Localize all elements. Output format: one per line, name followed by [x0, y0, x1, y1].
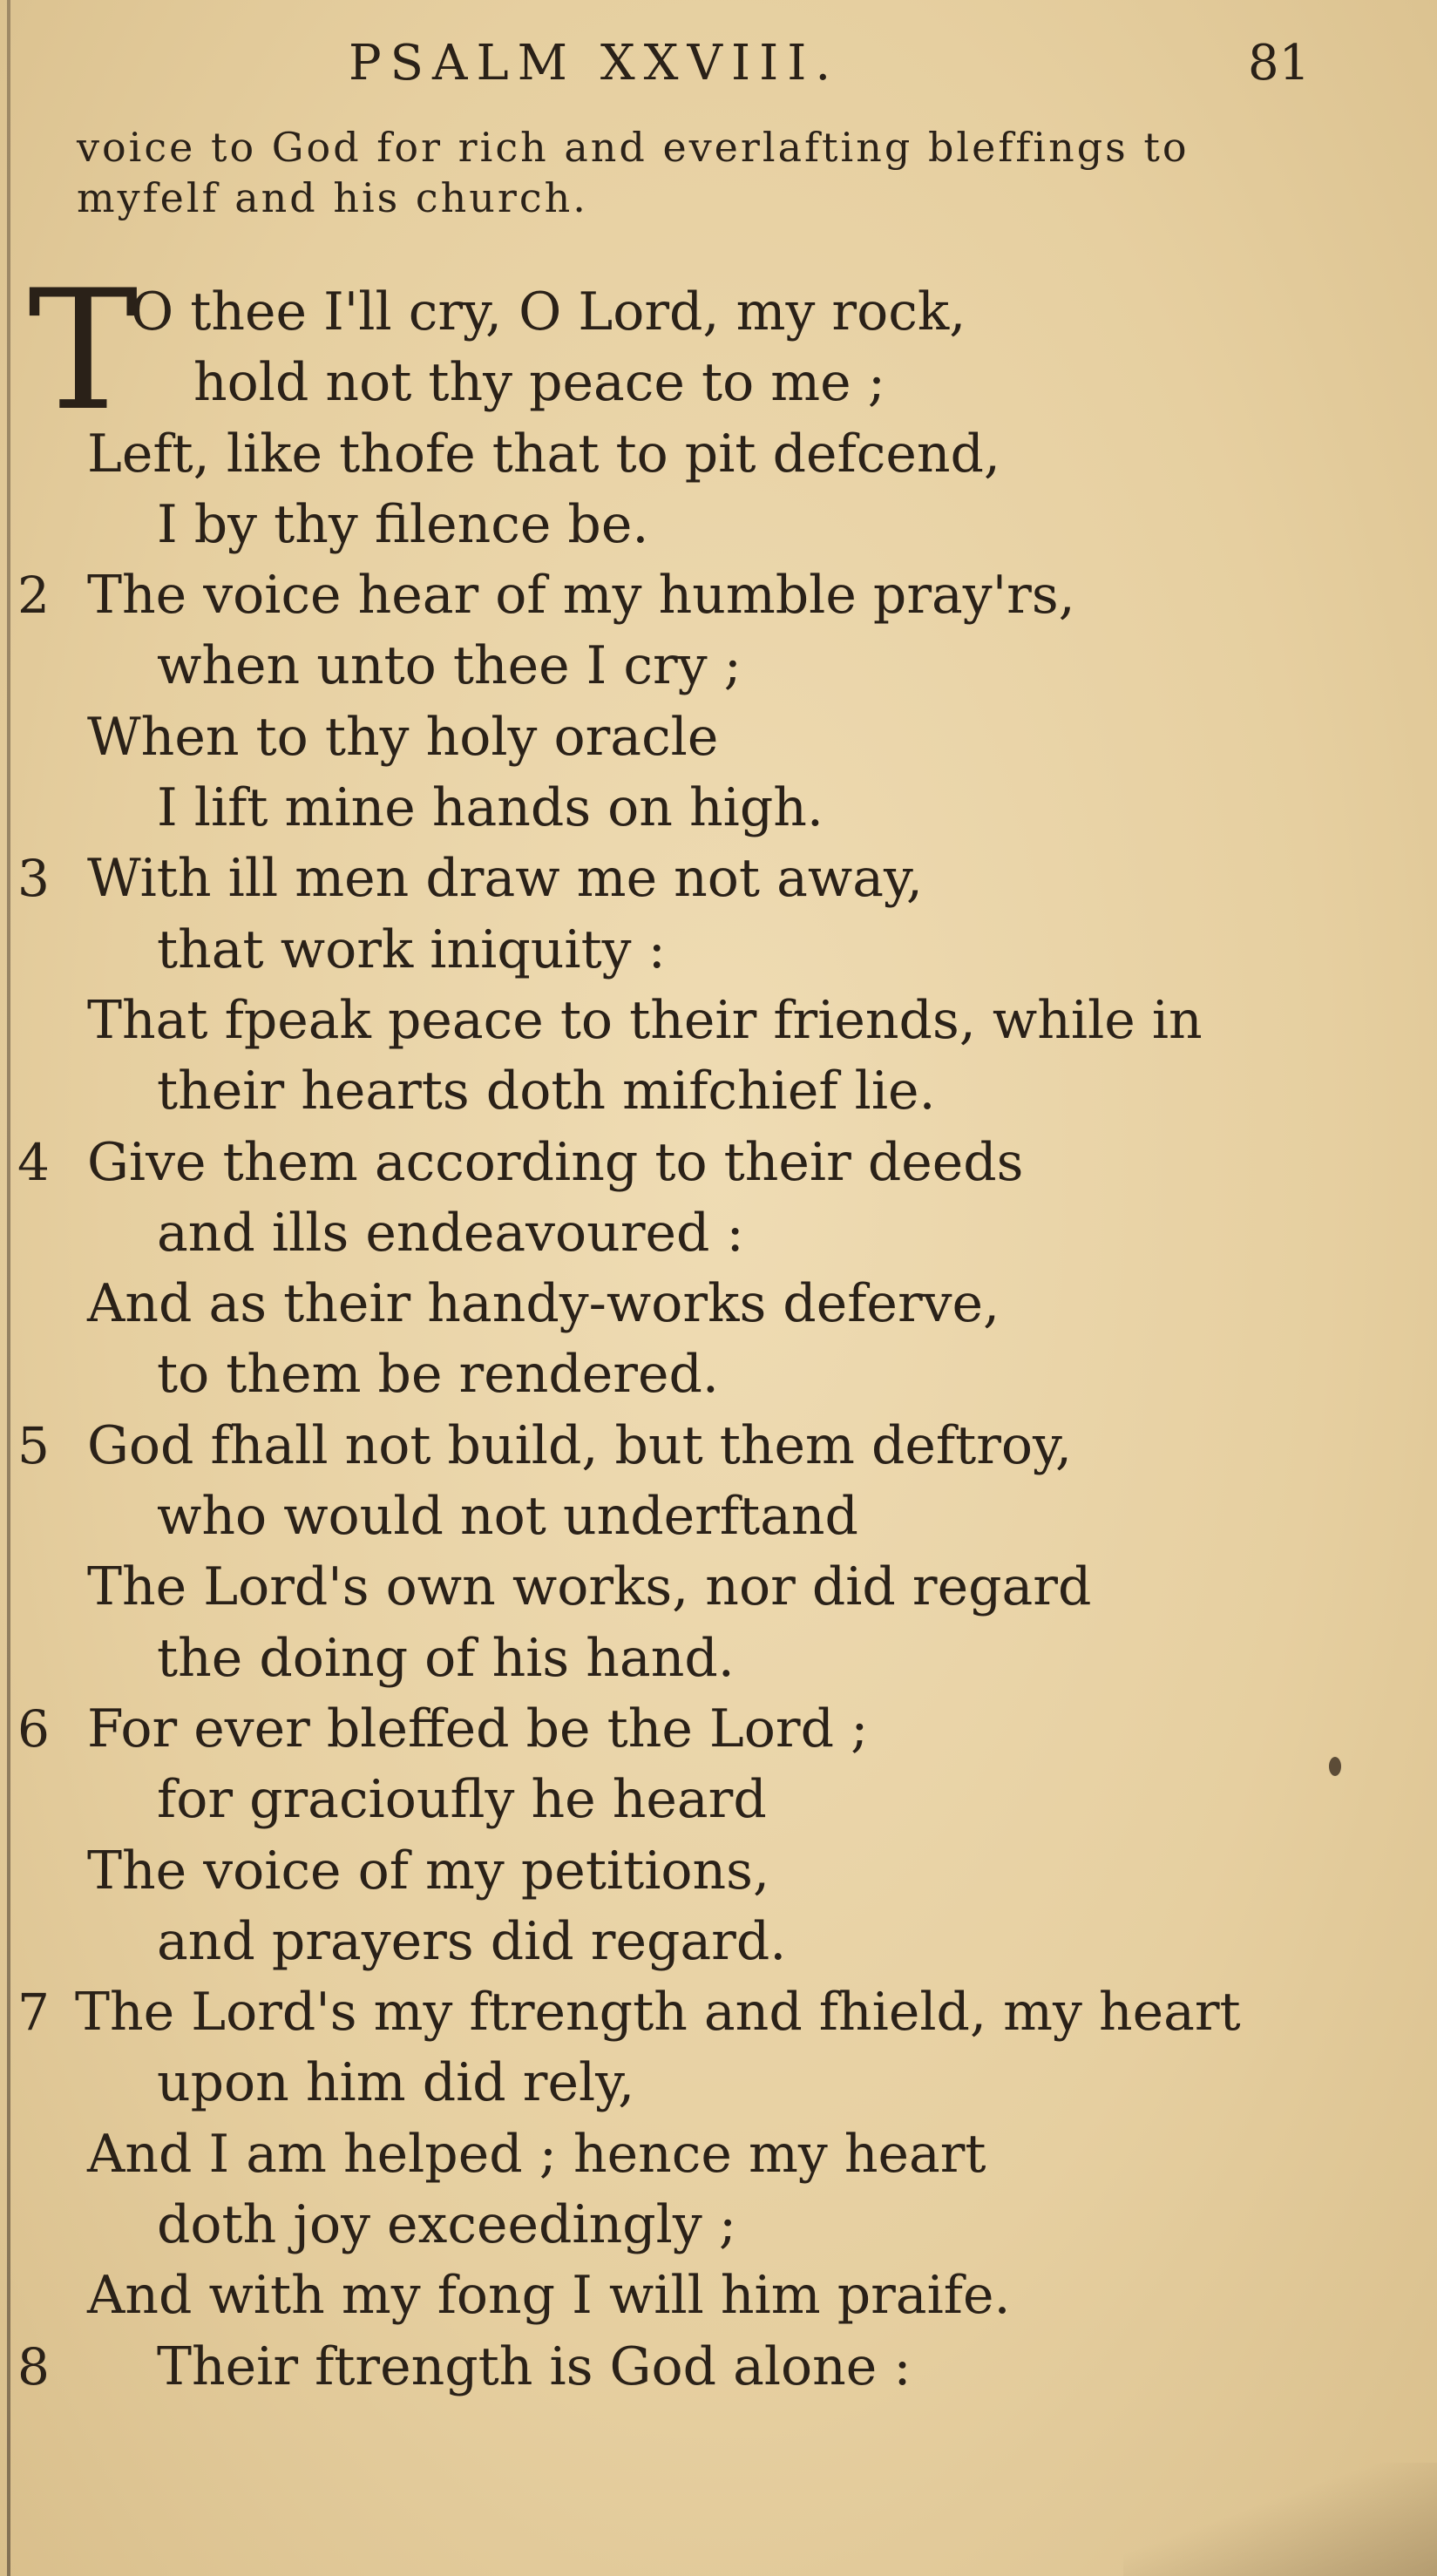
verse-number: 5 [17, 1415, 50, 1475]
verse-line [0, 915, 1437, 986]
verse-line-text: For ever bleffed be the Lord ; [87, 1698, 869, 1759]
verse-line-text: God fhall not build, but them deftroy, [87, 1414, 1073, 1476]
verse-line-text: With ill men draw me not away, [87, 848, 924, 910]
verse-line-text: That fpeak peace to their friends, while in [87, 989, 1203, 1051]
verse-line-text: I lift mine hands on high. [157, 777, 824, 839]
verse-line-text: and ills endeavoured : [157, 1202, 744, 1264]
verse-line-text: when unto thee I cry ; [157, 635, 742, 697]
verse-line-text: The voice of my petitions, [87, 1840, 770, 1901]
verse-line [0, 1624, 1437, 1694]
verse-line [0, 1552, 1437, 1623]
verse-4 [0, 1128, 1437, 1411]
verse-line-text: for gracioufly he heard [157, 1769, 767, 1831]
verse-line [0, 1481, 1437, 1552]
page-number: 81 [1248, 35, 1311, 92]
verse-line-text: their hearts doth mifchief lie. [157, 1061, 936, 1122]
verse-line [0, 348, 1437, 418]
verse-line-text: The Lord's own works, nor did regard [87, 1556, 1092, 1618]
intro-line: myfelf and his church. [77, 174, 588, 221]
verse-line [0, 631, 1437, 702]
page-corner-shadow [1123, 2463, 1437, 2576]
verse-line-text: Left, like thofe that to pit defcend, [87, 423, 1000, 485]
verse-7 [0, 1977, 1437, 2331]
verse-line [0, 1836, 1437, 1907]
verse-2 [0, 560, 1437, 844]
verse-3 [0, 844, 1437, 1127]
verse-line [0, 1411, 1437, 1481]
verse-1 [0, 254, 1437, 560]
verse-line-text: O thee I'll cry, O Lord, my rock, [131, 281, 966, 342]
intro-text [77, 122, 1332, 223]
running-head: PSALM XXVIII. [349, 35, 840, 92]
verse-number: 6 [17, 1698, 50, 1759]
verse-line-text: upon him did rely, [157, 2052, 635, 2114]
verse-line-text: to them be rendered. [157, 1344, 719, 1406]
drop-cap: T [28, 254, 139, 447]
verse-line-text: who would not underftand [157, 1486, 858, 1548]
verse-line [0, 1907, 1437, 1977]
verse-line [0, 419, 1437, 490]
verse-line [0, 2261, 1437, 2331]
verse-line-text: that work iniquity : [157, 919, 666, 980]
page-header [0, 35, 1437, 96]
verse-line [0, 2190, 1437, 2261]
verse-line-text: doth joy exceedingly ; [157, 2194, 737, 2256]
verse-line [0, 1056, 1437, 1127]
verse-line [0, 1269, 1437, 1339]
verse-line [0, 1198, 1437, 1269]
verse-line-text: Their ftrength is God alone : [157, 2335, 912, 2397]
verse-line-text: When to thy holy oracle [87, 706, 719, 768]
verse-number: 8 [17, 2336, 50, 2396]
verse-line [0, 560, 1437, 631]
verse-8 [0, 2332, 1437, 2403]
verse-line [0, 1694, 1437, 1765]
verse-line [0, 1128, 1437, 1198]
verse-line [0, 2119, 1437, 2190]
verse-number: 2 [17, 566, 50, 626]
verse-line [0, 773, 1437, 844]
verse-line-text: and prayers did regard. [157, 1910, 787, 1972]
verse-line [0, 986, 1437, 1056]
verse-line [0, 2048, 1437, 2118]
verse-6 [0, 1694, 1437, 1977]
verse-line-text: I by thy filence be. [157, 493, 649, 555]
verse-line-text: And I am helped ; hence my heart [87, 2123, 986, 2185]
verse-line-text: hold not thy peace to me ; [193, 352, 885, 414]
verse-number: 7 [17, 1983, 50, 2043]
verse-line-text: The Lord's my ftrength and fhield, my heart [75, 1982, 1241, 2044]
verse-number: 4 [17, 1132, 50, 1192]
intro-line: voice to God for rich and everlafting bleffings to [77, 124, 1190, 171]
verse-line [0, 1339, 1437, 1410]
verse-line [0, 1977, 1437, 2048]
verse-line-text: the doing of his hand. [157, 1627, 735, 1689]
verse-line-text: The voice hear of my humble pray'rs, [87, 565, 1075, 627]
verse-line-text: And with my fong I will him praife. [87, 2265, 1011, 2327]
verse-line-text: And as their handy-works deferve, [87, 1273, 1000, 1335]
verse-line [0, 702, 1437, 773]
verse-line-text: Give them according to their deeds [87, 1131, 1024, 1193]
psalm-verses [0, 254, 1437, 2403]
verse-line [0, 2332, 1437, 2403]
verse-line [0, 844, 1437, 914]
verse-5 [0, 1411, 1437, 1694]
verse-line [0, 490, 1437, 560]
verse-line [0, 1765, 1437, 1835]
verse-number: 3 [17, 849, 50, 909]
